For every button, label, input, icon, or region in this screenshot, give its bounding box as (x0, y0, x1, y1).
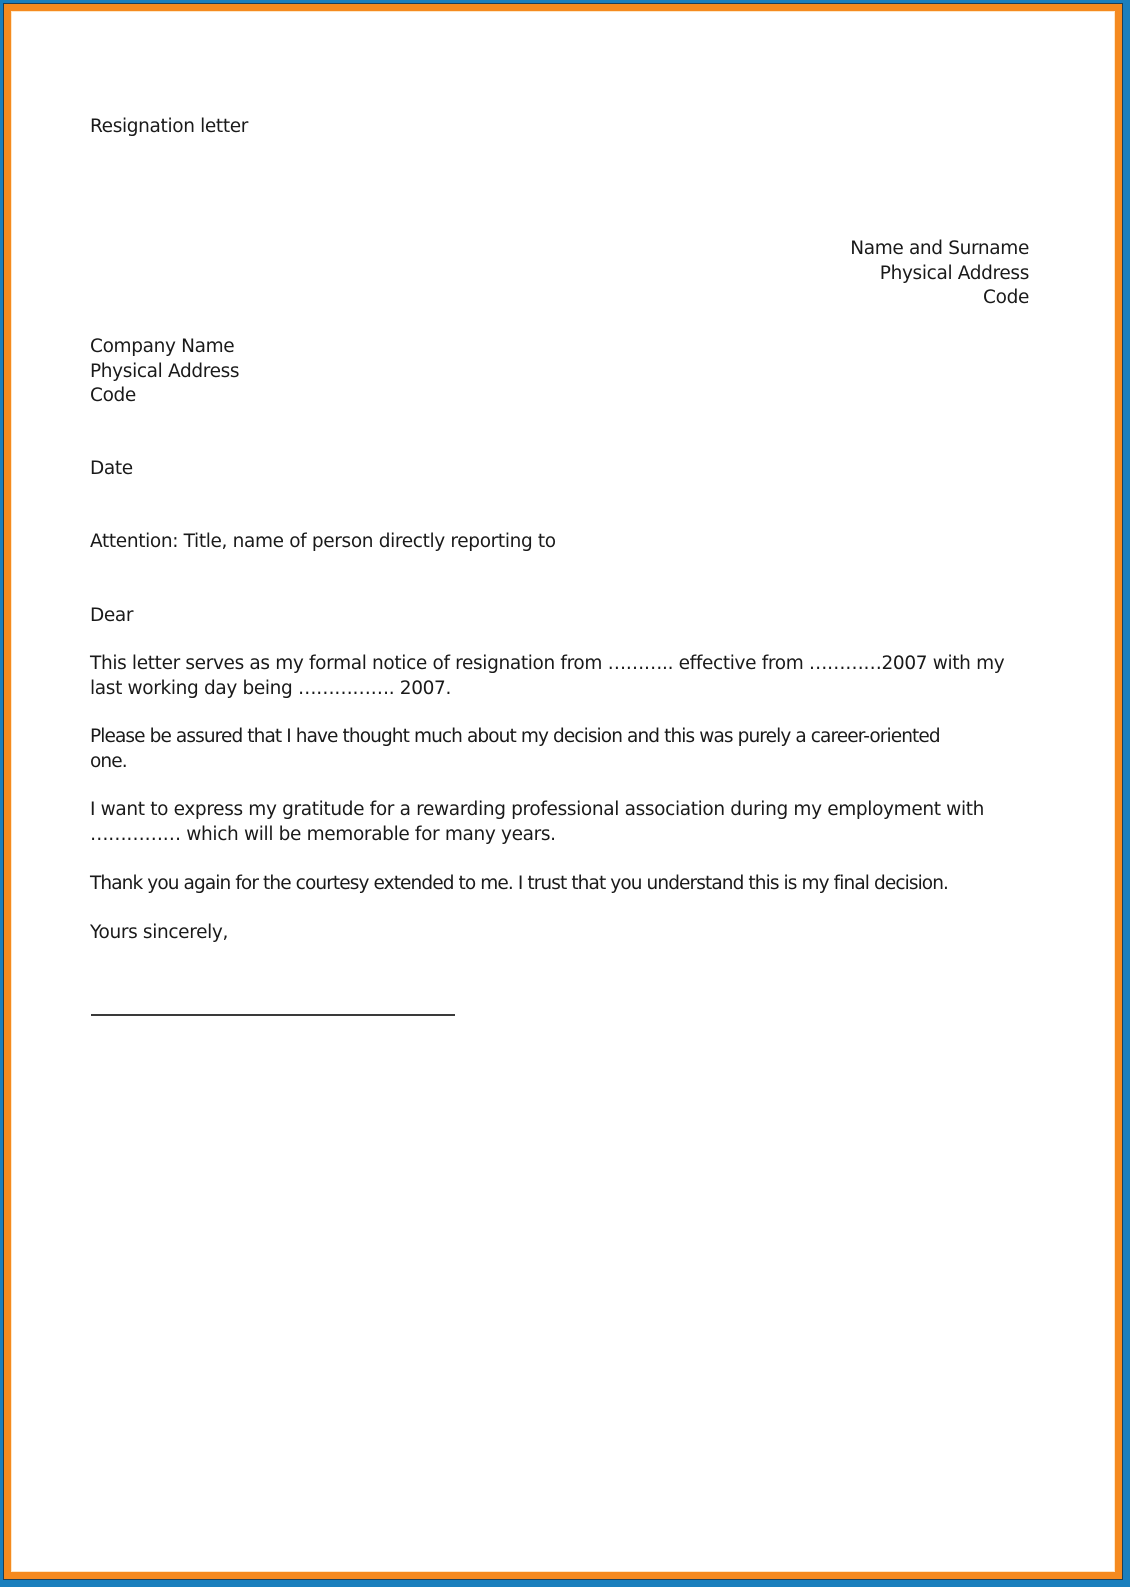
date-field: Date (90, 458, 133, 479)
sender-address-block (850, 237, 1029, 311)
letter-page (11, 11, 1115, 1572)
salutation: Dear (90, 605, 134, 626)
sender-code: Code (983, 287, 1029, 308)
paragraph-gratitude (90, 798, 1030, 847)
paragraph-line: Thank you again for the courtesy extended to me. I trust that you understand this is my final decision. (90, 873, 949, 894)
paragraph-decision (90, 725, 1030, 774)
paragraph-line: This letter serves as my formal notice of resignation from ……….. effective from …………2007 with my (90, 653, 1005, 674)
signature-line (91, 1014, 455, 1016)
recipient-address: Physical Address (90, 360, 240, 382)
paragraph-line: last working day being ……………. 2007. (90, 677, 452, 699)
paragraph-notice (90, 652, 1030, 701)
paragraph-line: Please be assured that I have thought much about my decision and this was purely a career-oriented (90, 726, 940, 747)
recipient-company: Company Name (90, 336, 235, 357)
attention-line: Attention: Title, name of person directly reporting to (90, 531, 556, 552)
recipient-address-block (90, 335, 239, 409)
paragraph-line: I want to express my gratitude for a rewarding professional association during my employment with (90, 799, 985, 820)
sender-name: Name and Surname (850, 238, 1029, 259)
paragraph-thanks (90, 872, 1030, 897)
sender-address: Physical Address (879, 262, 1029, 284)
document-heading: Resignation letter (90, 116, 249, 137)
paragraph-line: one. (90, 750, 127, 772)
recipient-code: Code (90, 385, 136, 406)
closing: Yours sincerely, (90, 922, 229, 943)
paragraph-line: …………… which will be memorable for many years. (90, 823, 556, 845)
